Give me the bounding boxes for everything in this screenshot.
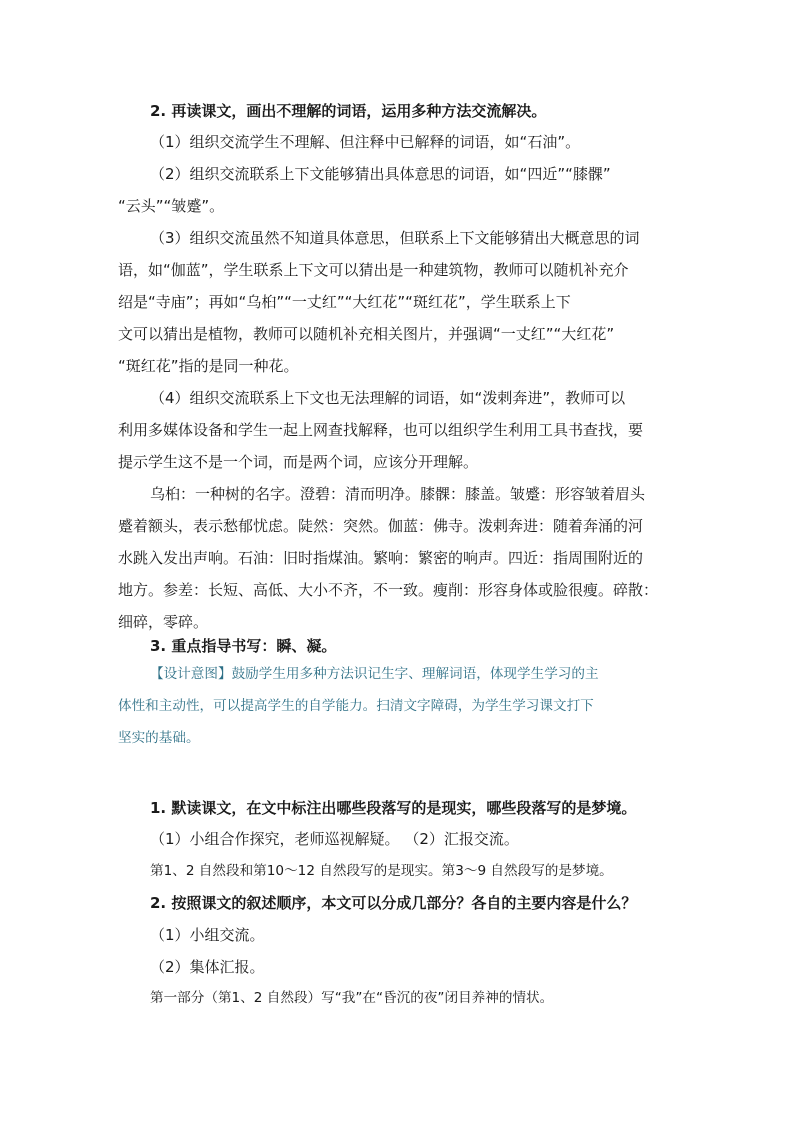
answer-line: 第1、2 自然段和第10～12 自然段写的是现实。第3～9 自然段写的是梦境。 — [150, 863, 613, 879]
step-3-heading: 3. 重点指导书写：瞬、凝。 — [150, 637, 337, 655]
step-2-heading: 2. 再读课文，画出不理解的词语，运用多种方法交流解决。 — [150, 102, 547, 120]
paragraph-line: 文可以猜出是植物，教师可以随机补充相关图片，并强调“一丈红”“大红花” — [118, 325, 615, 343]
paragraph-line: （4）组织交流联系上下文也无法理解的词语，如“泼剌奔进”，教师可以 — [150, 389, 626, 407]
paragraph-line: （1）小组交流。 — [150, 926, 265, 944]
glossary-line: 乌桕：一种树的名字。澄碧：清而明净。膝髁：膝盖。皱蹙：形容皱着眉头 — [150, 485, 646, 503]
design-intent-label: 【设计意图】 — [150, 666, 232, 682]
paragraph-line: 提示学生这不是一个词，而是两个词，应该分开理解。 — [118, 453, 479, 471]
glossary-line: 水跳入发出声响。石油：旧时指煤油。繁响：繁密的响声。四近：指周围附近的 — [118, 549, 644, 567]
paragraph-line: 绍是“寺庙”；再如“乌桕”“一丈红”“大红花”“斑红花”，学生联系上下 — [118, 293, 571, 311]
task-2-heading: 2. 按照课文的叙述顺序，本文可以分成几部分？各自的主要内容是什么？ — [150, 894, 637, 912]
paragraph-line: （2）组织交流联系上下文能够猜出具体意思的词语，如“四近”“膝髁” — [150, 165, 611, 183]
glossary-line: 细碎，零碎。 — [118, 613, 209, 631]
paragraph-line: 利用多媒体设备和学生一起上网查找解释，也可以组织学生利用工具书查找，要 — [118, 421, 644, 439]
paragraph-line: “斑红花”指的是同一种花。 — [118, 357, 299, 375]
glossary-line: 地方。参差：长短、高低、大小不齐，不一致。瘦削：形容身体或脸很瘦。碎散： — [118, 581, 659, 599]
paragraph-line: （3）组织交流虽然不知道具体意思，但联系上下文能够猜出大概意思的词 — [150, 229, 640, 247]
paragraph-line: “云头”“皱蹙”。 — [118, 197, 225, 215]
design-intent-line — [150, 664, 750, 684]
design-intent-line: 坚实的基础。 — [118, 730, 200, 746]
paragraph-line: （2）集体汇报。 — [150, 958, 265, 976]
answer-line: 第一部分（第1、2 自然段）写“我”在“昏沉的夜”闭目养神的情状。 — [150, 990, 554, 1006]
paragraph-line: 语，如“伽蓝”，学生联系上下文可以猜出是一种建筑物，教师可以随机补充介 — [118, 261, 629, 279]
design-intent-text: 鼓励学生用多种方法识记生字、理解词语，体现学生学习的主 — [231, 666, 599, 682]
glossary-line: 蹙着额头，表示愁郁忧虑。陡然：突然。伽蓝：佛寺。泼剌奔进：随着奔涌的河 — [118, 517, 644, 535]
task-1-heading: 1. 默读课文，在文中标注出哪些段落写的是现实，哪些段落写的是梦境。 — [150, 799, 637, 817]
paragraph-line: （1）组织交流学生不理解、但注释中已解释的词语，如“石油”。 — [150, 133, 581, 151]
paragraph-line: （1）小组合作探究，老师巡视解疑。 （2）汇报交流。 — [150, 830, 519, 848]
design-intent-line: 体性和主动性，可以提高学生的自学能力。扫清文字障碍，为学生学习课文打下 — [118, 698, 594, 714]
